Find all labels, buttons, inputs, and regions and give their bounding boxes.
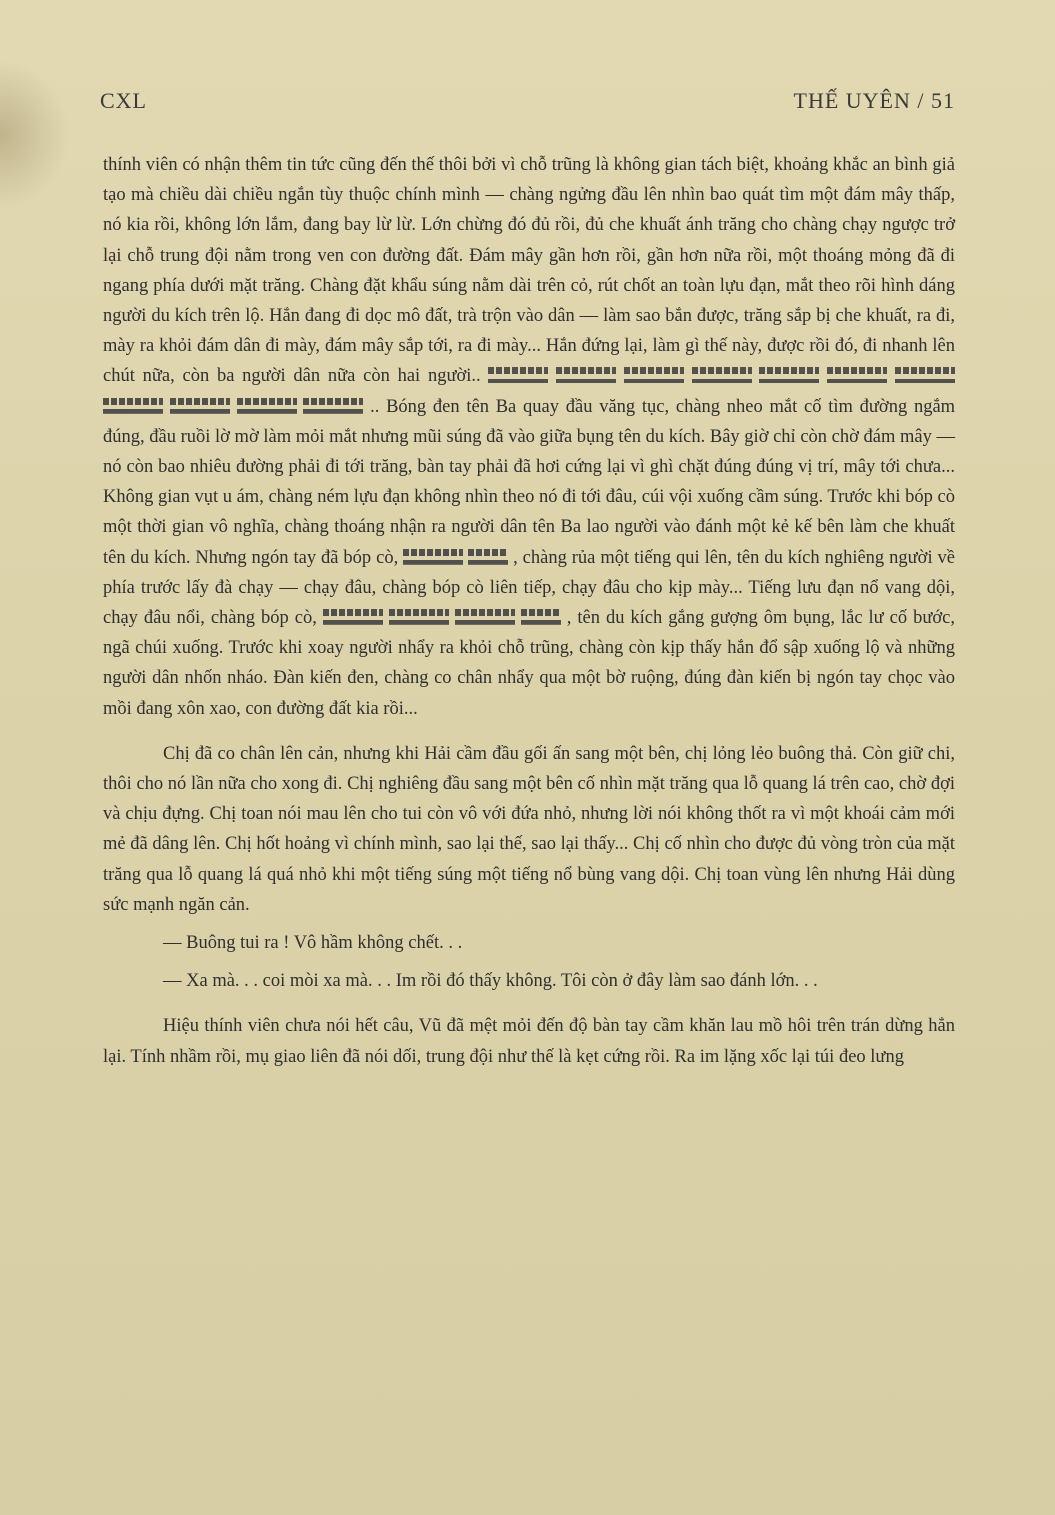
paragraph-1-tail-3: , tên du kích gắng gượng ôm bụng, lắc lư cố bước, ngã chúi xuống. Trước khi xoay người nhẩy ra khỏi chỗ trũng, chàng còn kịp thấy hắn đổ sập xuống lộ và những người dân nhốn nháo. Đàn kiến đen, chàng co chân nhẩy qua một bờ ruộng, đúng đàn kiến bị ngón tay chọc vào mồi đang xôn xao, con đường đất kia rồi... bbox=[103, 608, 956, 719]
paragraph-2: Chị đã co chân lên cản, nhưng khi Hải cầm đầu gối ấn sang một bên, chị lỏng lẻo buông thả. Còn giữ chi, thôi cho nó lần nữa cho xong đi. Chị nghiêng đầu sang một bên cố nhìn mặt trăng qua lỗ quang lá trên cao, chờ đợi và chịu đựng. Chị toan nói mau lên cho tui còn vô với đứa nhỏ, nhưng lời nói không thốt ra vì một khoái cảm mới mẻ đã dâng lên. Chị hốt hoảng vì chính mình, sao lại thế, sao lại thấy... Chị cố nhìn cho được đủ vòng tròn của mặt trăng qua lỗ quang lá quá nhỏ khi một tiếng súng một tiếng nổ bùng vang dội. Chị toan vùng lên nhưng Hải dùng sức mạnh ngăn cản. bbox=[103, 743, 955, 915]
header-title-page-number: THẾ UYÊN / 51 bbox=[793, 88, 955, 113]
redaction-mark bbox=[237, 398, 297, 414]
redaction-mark bbox=[692, 367, 752, 383]
paragraph-1 bbox=[103, 150, 955, 724]
redaction-mark bbox=[303, 398, 363, 414]
body-text bbox=[103, 150, 955, 1072]
redaction-mark bbox=[556, 367, 616, 383]
redaction-mark bbox=[389, 609, 449, 625]
redaction-mark bbox=[759, 367, 819, 383]
redaction-mark bbox=[895, 367, 955, 383]
redaction-mark bbox=[103, 398, 163, 414]
dialog-line-1: — Buông tui ra ! Vô hầm không chết. . . bbox=[163, 933, 463, 954]
dialog-line-2: — Xa mà. . . coi mòi xa mà. . . Im rồi đó thấy không. Tôi còn ở đây làm sao đánh lớn. . . bbox=[163, 971, 818, 992]
paragraph-3: Hiệu thính viên chưa nói hết câu, Vũ đã mệt mỏi đến độ bàn tay cầm khăn lau mồ hôi trên trán dừng hẳn lại. Tính nhầm rồi, mụ giao liên đã nói dối, trung đội như thế là kẹt cứng rồi. Ra im lặng xốc lại túi đeo lưng bbox=[103, 1016, 955, 1067]
redaction-mark bbox=[323, 609, 383, 625]
redaction-mark bbox=[827, 367, 887, 383]
paragraph-1-tail-2: , chàng rủa một tiếng qui lên, tên du kích nghiêng người về phía trước lấy đà chạy — chạy đâu, chàng bóp cò liên tiếp, chạy đâu cho kịp mày... Tiếng lưu đạn nổ vang dội, chạy đâu nổi, chàng bóp cò, bbox=[103, 547, 955, 629]
redaction-mark bbox=[521, 609, 561, 625]
running-header bbox=[100, 88, 955, 118]
redaction-mark bbox=[170, 398, 230, 414]
torn-edge bbox=[0, 60, 70, 210]
paragraph-1-tail: .. Bóng đen tên Ba quay đầu văng tục, chàng nheo mắt cố tìm đường ngắm đúng, đầu ruồi lờ mờ làm mỏi mắt nhưng mũi súng đã vào giữa bụng tên du kích. Bây giờ chỉ còn chờ đám mây — nó còn bao nhiêu đường phải đi tới trăng, bàn tay phải đã hơi cứng lại vì ghì chặt đúng đúng vị trí, mây tới chưa... Không gian vụt u ám, chàng ném lựu đạn không nhìn theo nó đi tới đâu, cúi vội xuống cầm súng. Trước khi bóp cò một thời gian vô nghĩa, chàng thoáng nhận ra người dân tên Ba lao người vào đánh một kẻ kế bên làm che khuất tên du kích. Nhưng ngón tay đã bóp cò, bbox=[103, 396, 956, 568]
header-left-mark: CXL bbox=[100, 88, 147, 113]
redaction-mark bbox=[488, 367, 548, 383]
redaction-mark bbox=[624, 367, 684, 383]
paragraph-1-text: thính viên có nhận thêm tin tức cũng đến thế thôi bởi vì chỗ trũng là không gian tách biệt, khoảng khắc an bình giả tạo mà chiều dài chiều ngắn tùy thuộc chính mình — chàng ngửng đầu lên nhìn bao quát tìm một đám mây thấp, nó kia rồi, không lớn lắm, đang bay lừ lừ. Lớn chừng đó đủ rồi, đủ che khuất ánh trăng cho chàng chạy ngược trở lại chỗ trung đội nằm trong ven con đường đất. Đám mây gần hơn rồi, gần hơn nữa rồi, một thoáng mỏng đã đi ngang phía dưới mặt trăng. Chàng đặt khẩu súng nằm dài trên cỏ, rút chốt an toàn lựu đạn, mắt theo rõi hình dáng người du kích trên lộ. Hắn đang đi dọc mô đất, trà trộn vào dân — làm sao bắn được, trăng sắp bị che khuất, ra đi, mày ra khỏi đám dân đi mày, đám mây sắp tới, ra đi mày... Hắn đứng lại, làm gì thế này, được rồi đó, đi nhanh lên chút nữa, còn ba người dân nữa còn hai người.. bbox=[103, 155, 955, 387]
redaction-mark bbox=[403, 549, 463, 565]
redaction-mark bbox=[468, 549, 508, 565]
redaction-mark bbox=[455, 609, 515, 625]
